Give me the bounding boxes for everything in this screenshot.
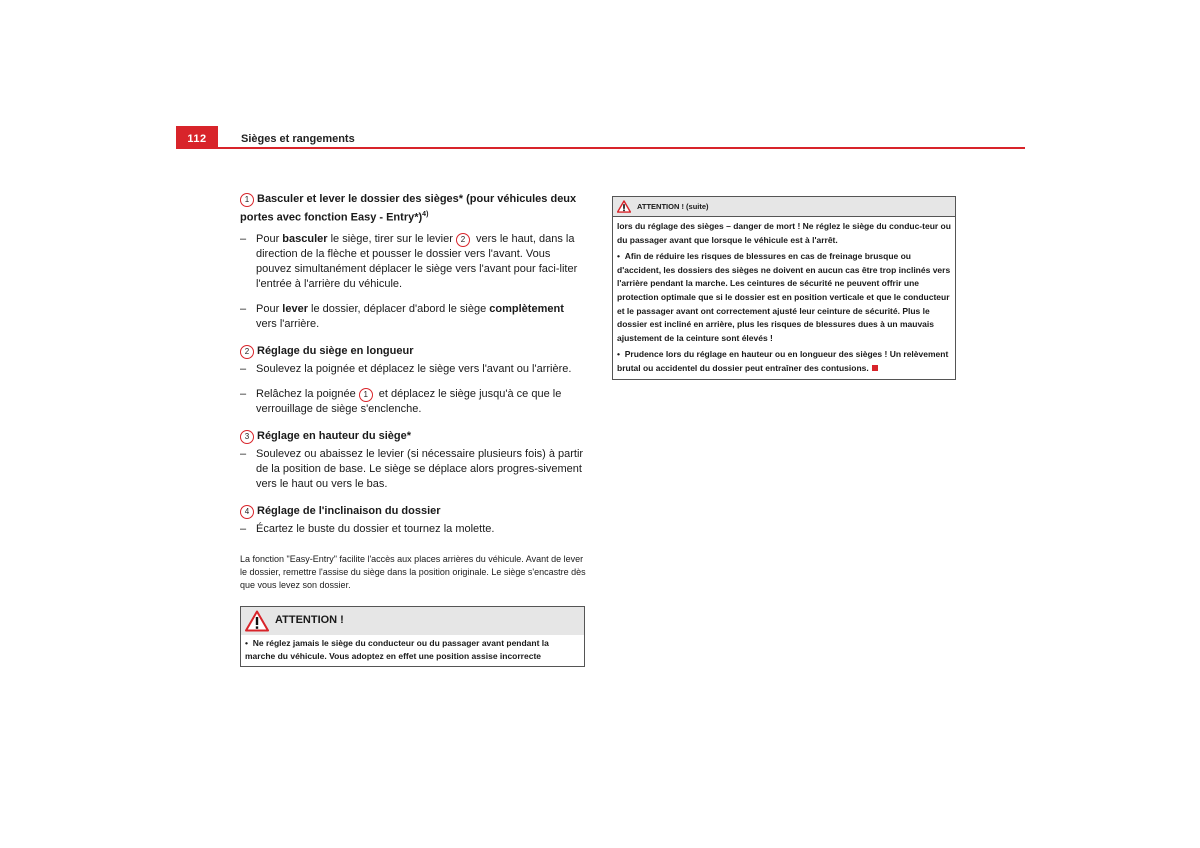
section-3-heading [240,429,586,444]
dash-marker: – [240,447,247,460]
text: Soulevez ou abaissez le levier (si nécessaire plusieurs fois) à partir de la position de base. Le siège se déplace alors progres-sivement vers le haut ou vers le bas. [256,447,584,490]
text: le siège, tirer sur le levier [327,232,456,245]
bullet-marker: • [617,251,620,262]
list-item [240,387,586,417]
section-1-heading [240,192,586,226]
text: vers l'arrière. [256,317,320,330]
dash-marker: – [240,232,247,245]
warning-triangle-icon [617,200,631,213]
emphasis: basculer [282,232,328,245]
header-rule [218,147,1025,149]
warning-text: Ne réglez jamais le siège du conducteur ou du passager avant pendant la marche du véhicule. Vous adoptez en effet une position assise incorrecte [245,637,549,661]
text: et déplacez le siège jusqu'à ce que le verrouillage de siège s'enclenche. [256,387,562,415]
callout-number: 3 [240,430,254,444]
warning-box [240,606,585,667]
warning-title: ATTENTION ! [275,614,344,627]
footnote-text: La fonction "Easy-Entry" facilite l'accès aux places arrières du véhicule. Avant de lever le dossier, remettre l'assise du siège dans la position originale. Le siège s'encastre dès que vous levez son dossier. [240,553,586,590]
list-item [240,232,586,292]
list-item [240,302,586,332]
text: le dossier, déplacer d'abord le siège [308,302,490,315]
page-number: 112 [176,126,218,149]
list-item [240,522,586,537]
warning-continued-body [613,217,955,379]
warning-body [241,635,584,666]
warning-continued-box [612,196,956,380]
emphasis: complètement [489,302,564,315]
text: Soulevez la poignée et déplacez le siège vers l'avant ou l'arrière. [256,362,572,375]
right-column [612,196,956,380]
section-title: Sièges et rangements [241,133,355,145]
callout-number: 1 [240,193,254,207]
bullet-marker: • [245,637,248,648]
warning-header [241,607,584,635]
text: Prudence lors du réglage en hauteur ou en longueur des sièges ! Un relèvement brutal ou accidentel du dossier peut entraîner des contusions. [617,349,949,373]
callout-number: 4 [240,505,254,519]
section-2-title: Réglage du siège en longueur [257,344,414,357]
dash-marker: – [240,522,247,535]
list-item [240,362,586,377]
callout-number: 2 [240,345,254,359]
footnote-marker: 4) [422,211,429,218]
left-column [240,192,586,667]
dash-marker: – [240,362,247,375]
warning-triangle-icon [245,610,269,632]
list-item [240,447,586,492]
section-2-heading [240,344,586,359]
section-3-title: Réglage en hauteur du siège* [257,429,412,442]
bullet-marker: • [617,349,620,360]
text: Pour [256,232,283,245]
text: Relâchez la poignée [256,387,359,400]
end-of-section-marker [872,365,878,371]
text: Pour [256,302,283,315]
text: Écartez le buste du dossier et tournez la molette. [256,522,495,535]
section-4-heading [240,504,586,519]
warning-paragraph [617,348,951,375]
dash-marker: – [240,302,247,315]
warning-paragraph [617,250,951,345]
section-4-title: Réglage de l'inclinaison du dossier [257,504,441,517]
warning-continued-header [613,197,955,217]
text: Afin de réduire les risques de blessures en cas de freinage brusque ou d'accident, les dossiers des sièges ne doivent en aucun cas être trop inclinés vers l'arrière pendant la marche. Les ceintures de sécurité ne peuvent offrir une protection optimale que si le dossier est en position verticale et que le conducteur et le passager avant ont correctement ajusté leur ceinture de sécurité. Plus le dossier est incliné en arrière, plus les risques de blessures dues à un mauvais ajustement de la ceinture sont élevés ! [617,251,951,343]
dash-marker: – [240,387,247,400]
text: vers le haut, dans la direction de la flèche et pousser le dossier vers l'avant. Vous pouvez simultanément déplacer le siège vers l'avant pour faci-liter l'entrée à l'arrière du véhicule. [256,232,578,290]
emphasis: lever [282,302,308,315]
callout-number: 1 [359,388,373,402]
warning-paragraph: lors du réglage des sièges – danger de mort ! Ne réglez le siège du conduc-teur ou du passager avant que lorsque le véhicule est à l'arrêt. [617,221,951,245]
warning-continued-title: ATTENTION ! (suite) [637,202,709,211]
callout-number: 2 [456,233,470,247]
section-1-title: Basculer et lever le dossier des sièges* (pour véhicules deux portes avec fonction Easy - Entry*) [240,193,577,224]
